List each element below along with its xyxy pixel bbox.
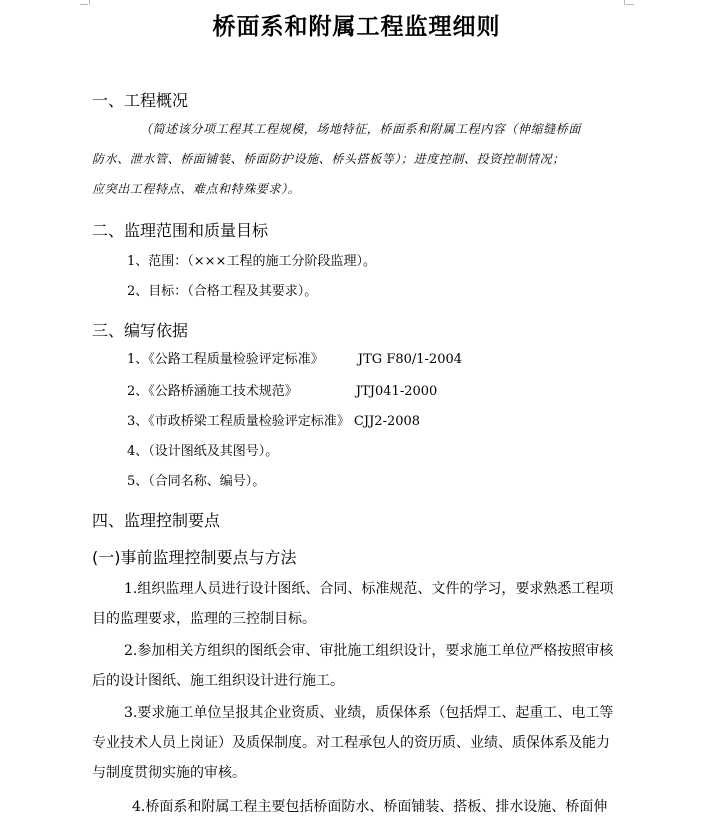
margin-corner-right — [624, 0, 626, 5]
section-3-item-5: 5、（合同名称、编号）。 — [127, 474, 266, 489]
paragraph-3-line-1: 3.要求施工单位呈报其企业资质、业绩，质保体系（包括焊工、起重工、电工等 — [124, 705, 614, 721]
reference-title: 1、《公路工程质量检验评定标准》 — [127, 352, 324, 367]
paragraph-3-line-2: 专业技术人员上岗证）及质保制度。对工程承包人的资历质、业绩、质保体系及能力 — [92, 735, 610, 751]
document-title: 桥面系和附属工程监理细则 — [212, 14, 501, 40]
paragraph-1-line-2: 目的监理要求，监理的三控制目标。 — [92, 611, 316, 627]
paragraph-4-line-1: 4.桥面系和附属工程主要包括桥面防水、桥面铺装、搭板、排水设施、桥面伸 — [132, 799, 608, 815]
reference-code: CJJ2-2008 — [353, 414, 421, 429]
subsection-1-heading: (一)事前监理控制要点与方法 — [92, 548, 297, 567]
section-3-item-2 — [127, 380, 437, 399]
reference-code: JTJ041-2000 — [355, 384, 438, 399]
section-1-note-line-3: 应突出工程特点、难点和特殊要求）。 — [92, 182, 301, 196]
reference-title: 3、《市政桥梁工程质量检验评定标准》 — [127, 414, 350, 429]
paragraph-3-line-3: 与制度贯彻实施的审核。 — [92, 765, 246, 781]
paragraph-2-line-1: 2.参加相关方组织的图纸会审、审批施工组织设计，要求施工单位严格按照审核 — [124, 643, 614, 659]
section-2-heading: 二、监理范围和质量目标 — [92, 221, 269, 240]
paragraph-2-line-2: 后的设计图纸、施工组织设计进行施工。 — [92, 673, 344, 689]
section-1-heading: 一、工程概况 — [92, 91, 189, 110]
section-3-item-3 — [127, 410, 420, 429]
section-2-item-1: 1、范围：（×××工程的施工分阶段监理）。 — [127, 254, 376, 269]
section-3-item-1 — [127, 348, 462, 367]
section-1-note-line-2: 防水、泄水管、桥面铺装、桥面防护设施、桥头搭板等）；进度控制、投资控制情况； — [92, 152, 565, 166]
margin-corner-left — [88, 0, 90, 5]
section-2-item-2: 2、目标：（合格工程及其要求）。 — [127, 284, 318, 299]
reference-code: JTG F80/1-2004 — [357, 352, 463, 367]
paragraph-1-line-1: 1.组织监理人员进行设计图纸、合同、标准规范、文件的学习，要求熟悉工程项 — [124, 581, 614, 597]
section-1-note-line-1: （简述该分项工程其工程规模，场地特征，桥面系和附属工程内容（伸缩缝桥面 — [140, 122, 582, 136]
reference-title: 2、《公路桥涵施工技术规范》 — [127, 384, 298, 399]
section-3-item-4: 4、（设计图纸及其图号）。 — [127, 444, 279, 459]
section-3-heading: 三、编写依据 — [92, 321, 189, 340]
section-4-heading: 四、监理控制要点 — [92, 511, 221, 530]
